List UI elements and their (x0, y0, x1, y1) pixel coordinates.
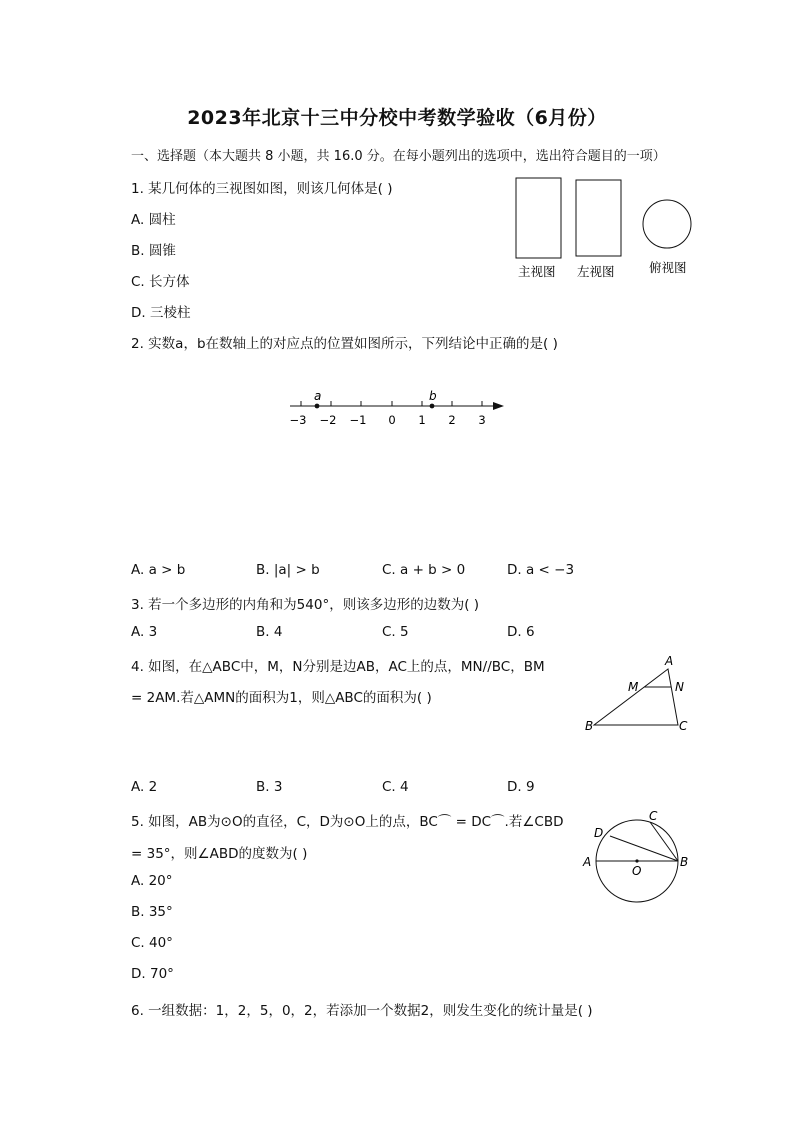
vertex-n-label: N (675, 680, 684, 694)
vertex-m-label: M (628, 680, 639, 694)
front-view-label: 主视图 (518, 264, 556, 279)
point-a (315, 404, 320, 409)
question-6-stem: 6. 一组数据：1，2，5，0，2，若添加一个数据2，则发生变化的统计量是( ) (131, 1003, 593, 1019)
q5-option-d[interactable]: D. 70° (131, 966, 174, 982)
q1-option-b[interactable]: B. 圆锥 (131, 243, 176, 259)
chord-db (610, 836, 678, 861)
q1-option-a[interactable]: A. 圆柱 (131, 212, 176, 228)
q2-option-b[interactable]: B. |a| > b (256, 562, 320, 578)
question-5-stem-line1: 5. 如图，AB为⊙O的直径，C，D为⊙O上的点，BC⌒ = DC⌒.若∠CBD (131, 814, 564, 830)
point-d-label: D (594, 826, 604, 840)
chord-cb (650, 822, 678, 861)
point-c-label: C (649, 809, 658, 823)
q2-option-c[interactable]: C. a + b > 0 (382, 562, 466, 578)
q4-option-c[interactable]: C. 4 (382, 779, 409, 795)
q4-option-b[interactable]: B. 3 (256, 779, 283, 795)
q5-option-a[interactable]: A. 20° (131, 873, 173, 889)
number-line-figure (280, 385, 520, 435)
question-3-stem: 3. 若一个多边形的内角和为540°，则该多边形的边数为( ) (131, 597, 480, 613)
question-5-stem-line2: = 35°，则∠ABD的度数为( ) (131, 846, 308, 862)
svg-text:−3: −3 (289, 413, 307, 427)
point-a-label: A (583, 855, 592, 869)
point-o-label: O (632, 864, 642, 878)
section-heading: 一、选择题（本大题共 8 小题，共 16.0 分。在每小题列出的选项中，选出符合题目的一项） (131, 149, 666, 164)
svg-text:1: 1 (418, 413, 426, 427)
svg-text:−2: −2 (319, 413, 337, 427)
center-point (635, 859, 638, 862)
question-4-stem-line2: = 2AM.若△AMN的面积为1，则△ABC的面积为( ) (131, 690, 432, 706)
point-b-label: B (680, 855, 689, 869)
question-2-stem: 2. 实数a，b在数轴上的对应点的位置如图所示，下列结论中正确的是( ) (131, 336, 558, 352)
vertex-a-label: A (665, 654, 674, 668)
three-views-figure (505, 170, 705, 285)
side-view-rect (576, 180, 621, 256)
q1-option-d[interactable]: D. 三棱柱 (131, 305, 191, 321)
q3-option-b[interactable]: B. 4 (256, 624, 283, 640)
side-view-label: 左视图 (577, 264, 615, 279)
vertex-b-label: B (585, 719, 594, 733)
triangle-abc (594, 669, 678, 725)
q2-option-a[interactable]: A. a > b (131, 562, 186, 578)
axis-ticks (301, 401, 482, 406)
q3-option-a[interactable]: A. 3 (131, 624, 158, 640)
q4-option-d[interactable]: D. 9 (507, 779, 535, 795)
question-1-stem: 1. 某几何体的三视图如图，则该几何体是( ) (131, 181, 393, 197)
point-a-label: a (314, 389, 322, 403)
top-view-label: 俯视图 (649, 260, 687, 275)
q5-option-c[interactable]: C. 40° (131, 935, 173, 951)
q3-option-c[interactable]: C. 5 (382, 624, 409, 640)
point-b (430, 404, 435, 409)
q2-option-d[interactable]: D. a < −3 (507, 562, 575, 578)
q4-option-a[interactable]: A. 2 (131, 779, 158, 795)
vertex-c-label: C (679, 719, 688, 733)
q1-option-c[interactable]: C. 长方体 (131, 274, 190, 290)
q5-option-b[interactable]: B. 35° (131, 904, 173, 920)
arrow-head-icon (493, 402, 504, 410)
svg-text:−1: −1 (349, 413, 367, 427)
front-view-rect (516, 178, 561, 258)
triangle-figure (580, 650, 700, 740)
svg-text:0: 0 (388, 413, 396, 427)
svg-text:3: 3 (478, 413, 486, 427)
q3-option-d[interactable]: D. 6 (507, 624, 535, 640)
point-b-label: b (429, 389, 437, 403)
circle-figure (575, 805, 700, 905)
axis-tick-labels (290, 413, 486, 427)
page-title: 2023年北京十三中分校中考数学验收（6月份） (187, 107, 607, 129)
svg-text:2: 2 (448, 413, 456, 427)
top-view-circle (643, 200, 691, 248)
question-4-stem-line1: 4. 如图，在△ABC中，M，N分别是边AB，AC上的点，MN//BC，BM (131, 659, 545, 675)
